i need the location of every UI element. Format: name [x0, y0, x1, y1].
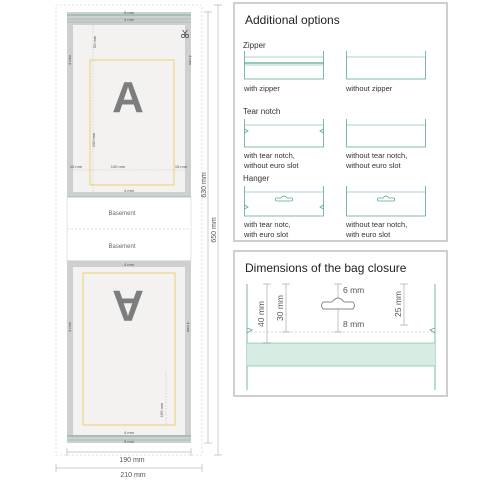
- dim-inner-width-bottom: 4 mm: [124, 188, 134, 193]
- dim-h25: 25 mm: [393, 291, 403, 317]
- bag-closure-panel: [233, 250, 448, 397]
- dim-h40: 40 mm: [256, 301, 266, 327]
- zipper-with-caption: with zipper: [244, 84, 280, 93]
- zipper-without-illustration: [346, 51, 426, 81]
- label-basement-top: Basement: [108, 211, 136, 217]
- bag-closure-title: Dimensions of the bag closure: [245, 261, 407, 275]
- dim-side-right-bottom: 4 mm: [186, 322, 191, 332]
- euro-slot: [322, 298, 355, 309]
- zipper-heading: Zipper: [243, 41, 266, 50]
- hanger-without-illustration: [346, 186, 426, 218]
- hanger-heading: Hanger: [243, 174, 270, 183]
- bag-closure-diagram: [245, 280, 441, 392]
- dim-slot-top: 6 mm: [343, 285, 365, 295]
- hanger-with-illustration: [244, 186, 324, 218]
- dim-foot-width: 5 mm: [124, 439, 134, 444]
- dim-width-outer: 210 mm: [120, 472, 146, 479]
- zipper-with-illustration: [244, 51, 324, 81]
- zipper-without-caption: without zipper: [346, 84, 393, 93]
- dim-height-inner: 630 mm: [201, 172, 208, 198]
- preview-letter-top: A: [112, 73, 144, 122]
- hanger-with-caption: with tear notc, with euro slot: [244, 220, 291, 239]
- dim-left-margin: 15 mm: [69, 164, 83, 169]
- additional-options-panel: [233, 2, 448, 242]
- dim-inner-width-top: 4 mm: [124, 17, 134, 22]
- dim-top-width: 5 mm: [124, 10, 134, 15]
- tear-notch-without-caption: without tear notch, without euro slot: [346, 151, 408, 170]
- dim-h30: 30 mm: [275, 295, 285, 321]
- label-basement-bottom: Basement: [108, 244, 136, 250]
- tear-notch-without-illustration: [346, 119, 426, 149]
- tear-notch-with-caption: with tear notch, without euro slot: [244, 151, 299, 170]
- bag-template-diagram: [0, 0, 230, 500]
- seal-band: [247, 343, 435, 366]
- dim-side-right: 4 mm: [188, 55, 193, 65]
- dim-inner-width-mid: 4 mm: [124, 262, 134, 267]
- tear-notch-with-illustration: [244, 119, 324, 149]
- dim-slot-bottom: 8 mm: [343, 319, 365, 329]
- dim-bottom-height: 165 mm: [159, 402, 164, 418]
- dim-margin-top: 50 mm: [92, 35, 97, 49]
- hanger-without-caption: without tear notch, with euro slot: [346, 220, 408, 239]
- dim-inner-width-foot: 4 mm: [124, 430, 134, 435]
- additional-options-title: Additional options: [245, 13, 340, 27]
- dim-print-width: 100 mm: [110, 164, 126, 169]
- dim-right-margin: 15 mm: [174, 164, 188, 169]
- dim-width-inner: 190 mm: [119, 457, 145, 464]
- tear-notch-heading: Tear notch: [243, 107, 281, 116]
- dim-print-height: 200 mm: [91, 132, 96, 148]
- dim-height-outer: 650 mm: [211, 217, 218, 243]
- dim-side-left-bottom: 4 mm: [67, 322, 72, 332]
- preview-letter-bottom: A: [112, 281, 144, 330]
- dim-side-left: 4 mm: [67, 55, 72, 65]
